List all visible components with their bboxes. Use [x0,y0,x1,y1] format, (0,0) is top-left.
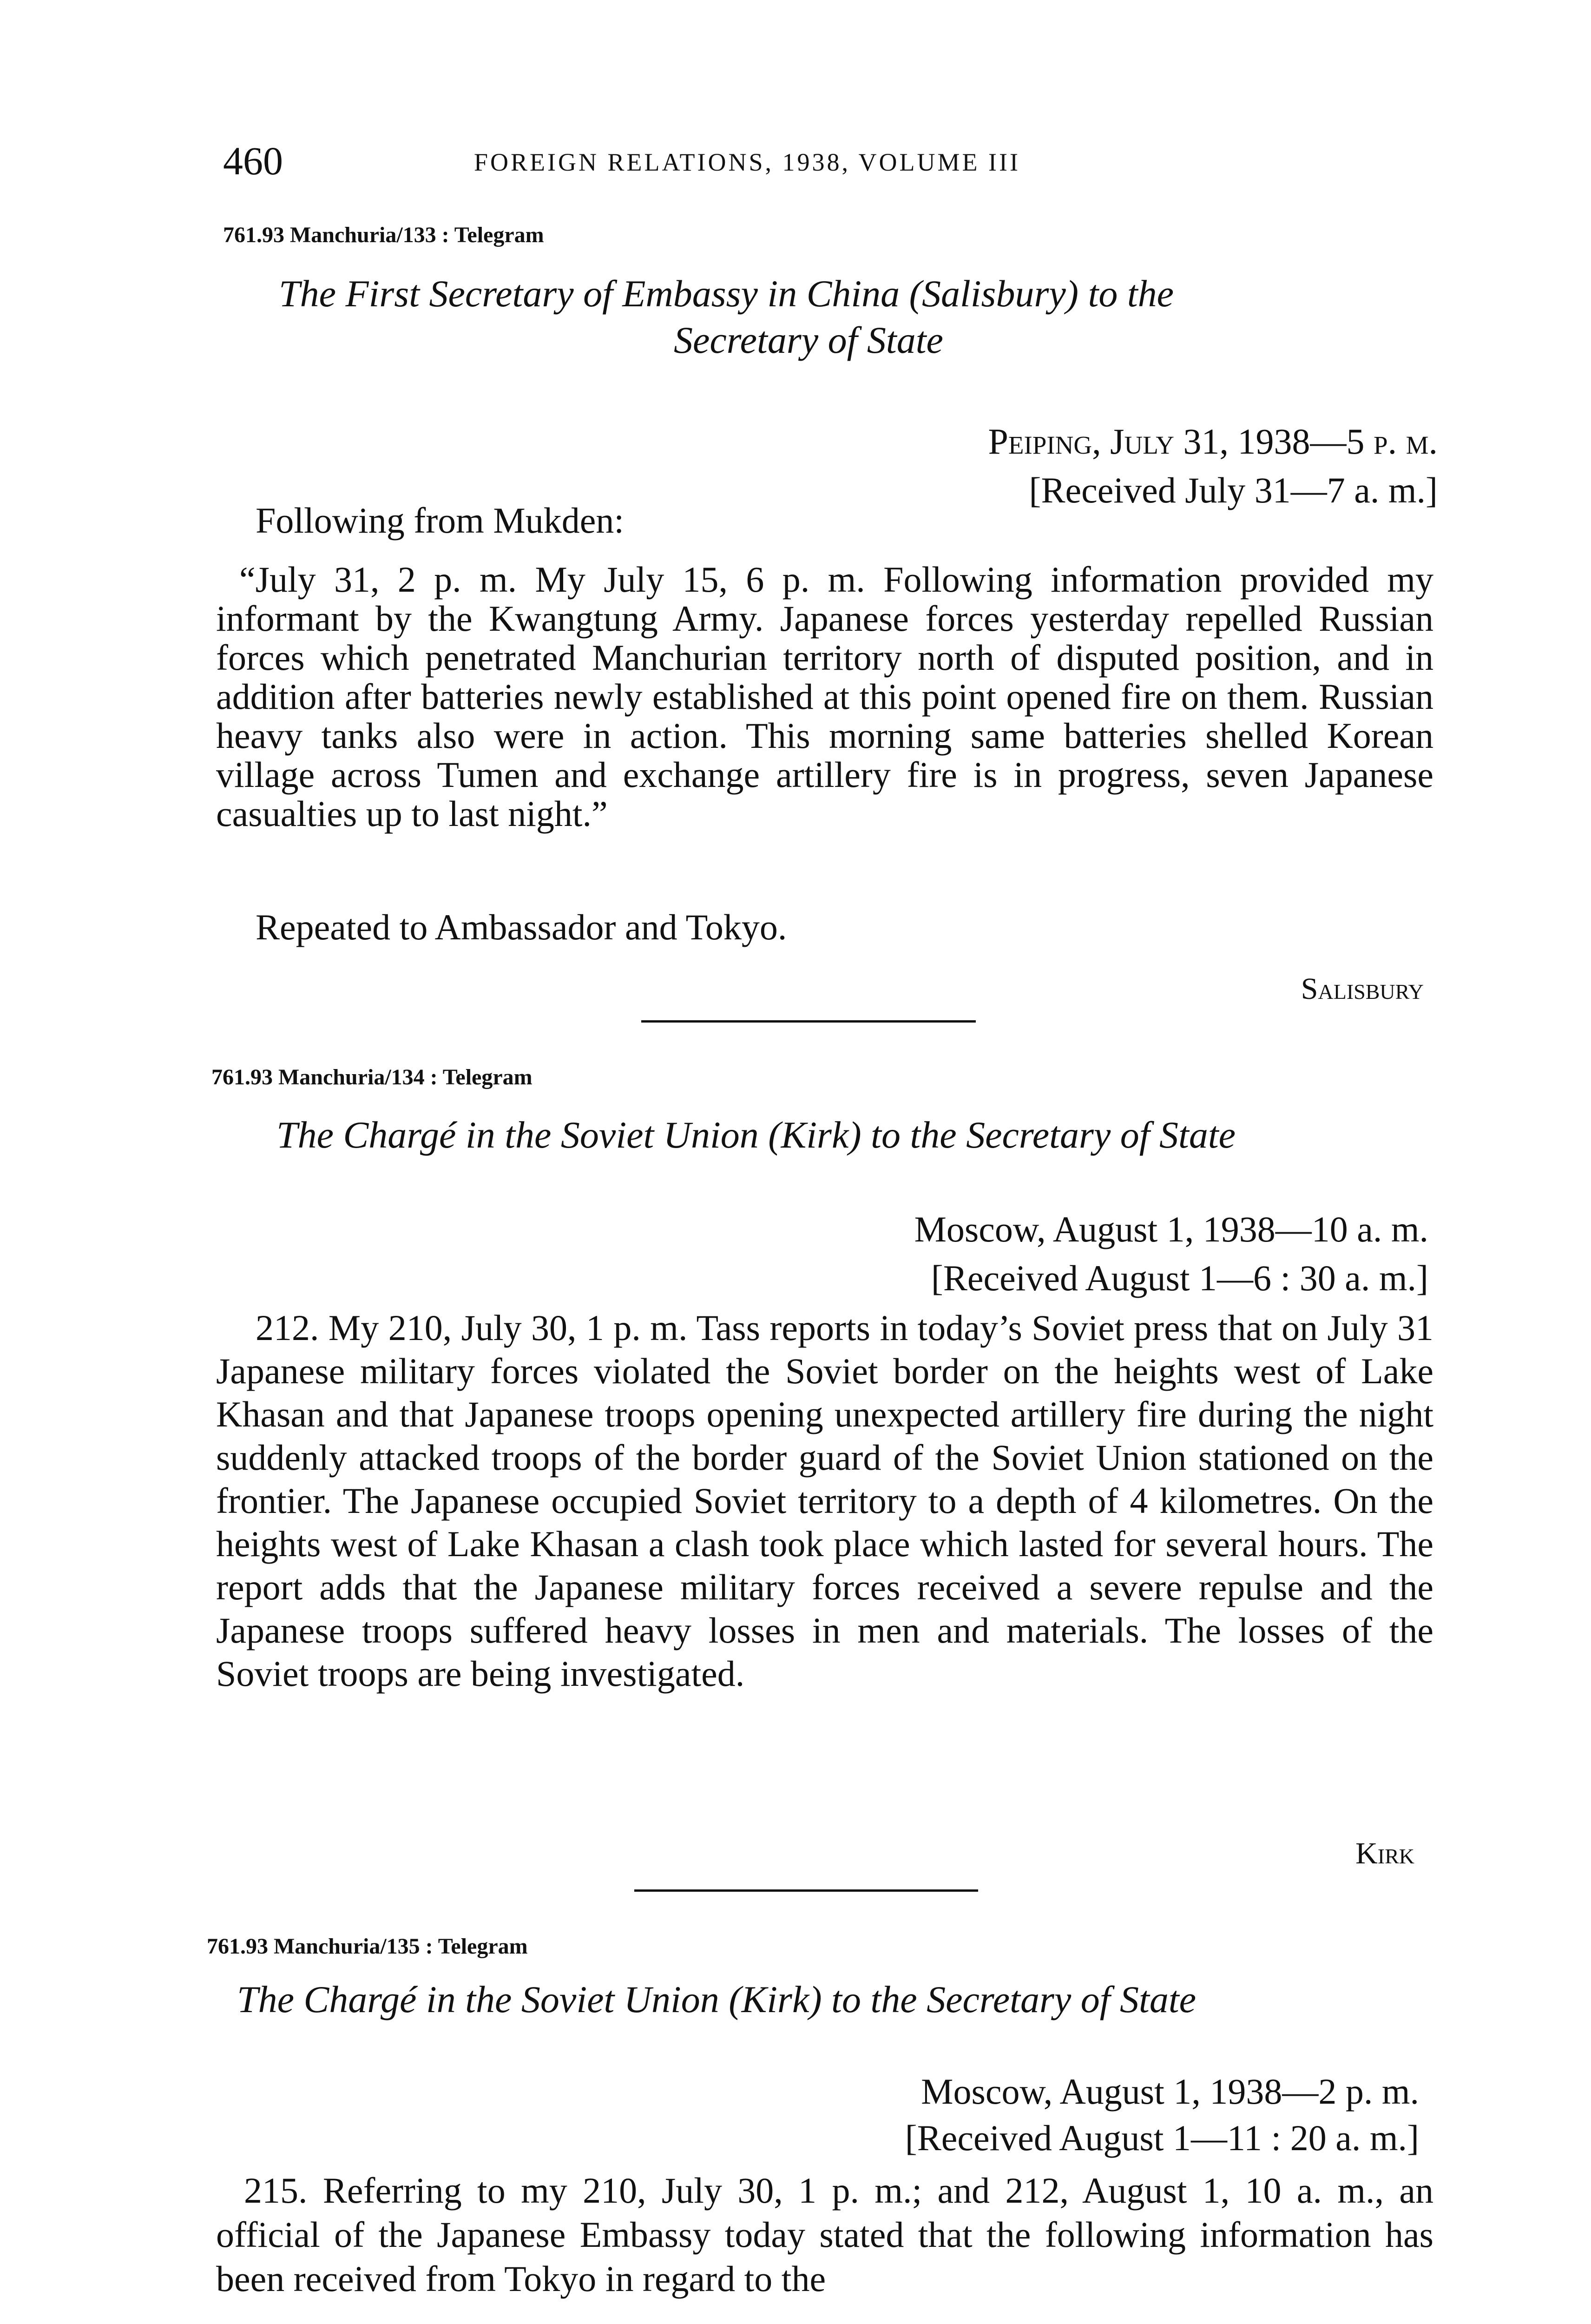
signature: Salisbury [1301,972,1424,1006]
body-paragraph: Repeated to Ambassador and Tokyo. [256,907,787,947]
file-reference: 761.93 Manchuria/133 : Telegram [223,223,544,247]
file-reference: 761.93 Manchuria/134 : Telegram [211,1065,533,1089]
body-paragraph: “July 31, 2 p. m. My July 15, 6 p. m. Following information provided my informant by the Kwangtung Army. Japanese forces yesterday repelled Russian forces which penetrated Manchurian territory north of disputed position, and in addition after batteries newly established at this point opened fire on them. Russian heavy tanks also were in action. This morning same batteries shelled Korean village across Tumen and exchange artillery fire is in progress, seven Japanese casualties up to last night.” [216,559,1433,834]
received-line: [Received August 1—6 : 30 a. m.] [931,1258,1428,1298]
section-divider [634,1889,978,1892]
place-date-line: Moscow, August 1, 1938—10 a. m. [914,1209,1428,1249]
received-line: [Received July 31—7 a. m.] [1029,470,1438,510]
received-line: [Received August 1—11 : 20 a. m.] [905,2118,1419,2158]
signature: Kirk [1355,1836,1414,1870]
document-title-line-2: Secretary of State [674,319,943,361]
telegram-intro: Following from Mukden: [256,500,624,541]
body-paragraph: 215. Referring to my 210, July 30, 1 p. m.; and 212, August 1, 10 a. m., an official of the Japanese Embassy today stated that the following information has been received from Tokyo in regard to the [216,2170,1433,2299]
file-reference: 761.93 Manchuria/135 : Telegram [207,1934,528,1959]
document-title-line-1: The Chargé in the Soviet Union (Kirk) to the Secretary of State [276,1114,1236,1156]
section-divider [641,1020,976,1023]
page-number: 460 [223,139,283,183]
place-date-line: Moscow, August 1, 1938—2 p. m. [921,2071,1419,2112]
document-title-line-1: The First Secretary of Embassy in China (Salisbury) to the [279,272,1174,315]
document-title-line-1: The Chargé in the Soviet Union (Kirk) to the Secretary of State [237,1978,1197,2020]
place-date-line [988,421,1438,462]
running-header-title: FOREIGN RELATIONS, 1938, VOLUME III [474,148,1020,176]
place-date-text: Peiping, July 31, 1938—5 p. m. [988,421,1438,462]
body-paragraph: 212. My 210, July 30, 1 p. m. Tass reports in today’s Soviet press that on July 31 Japanese military forces violated the Soviet border on the heights west of Lake Khasan and that Japanese troops opening unexpected artillery fire during the night suddenly attacked troops of the border guard of the Soviet Union stationed on the frontier. The Japanese occupied Soviet territory to a depth of 4 kilometres. On the heights west of Lake Khasan a clash took place which lasted for several hours. The report adds that the Japanese military forces received a severe repulse and the Japanese troops suffered heavy losses in men and materials. The losses of the Soviet troops are being investigated. [216,1307,1433,1694]
